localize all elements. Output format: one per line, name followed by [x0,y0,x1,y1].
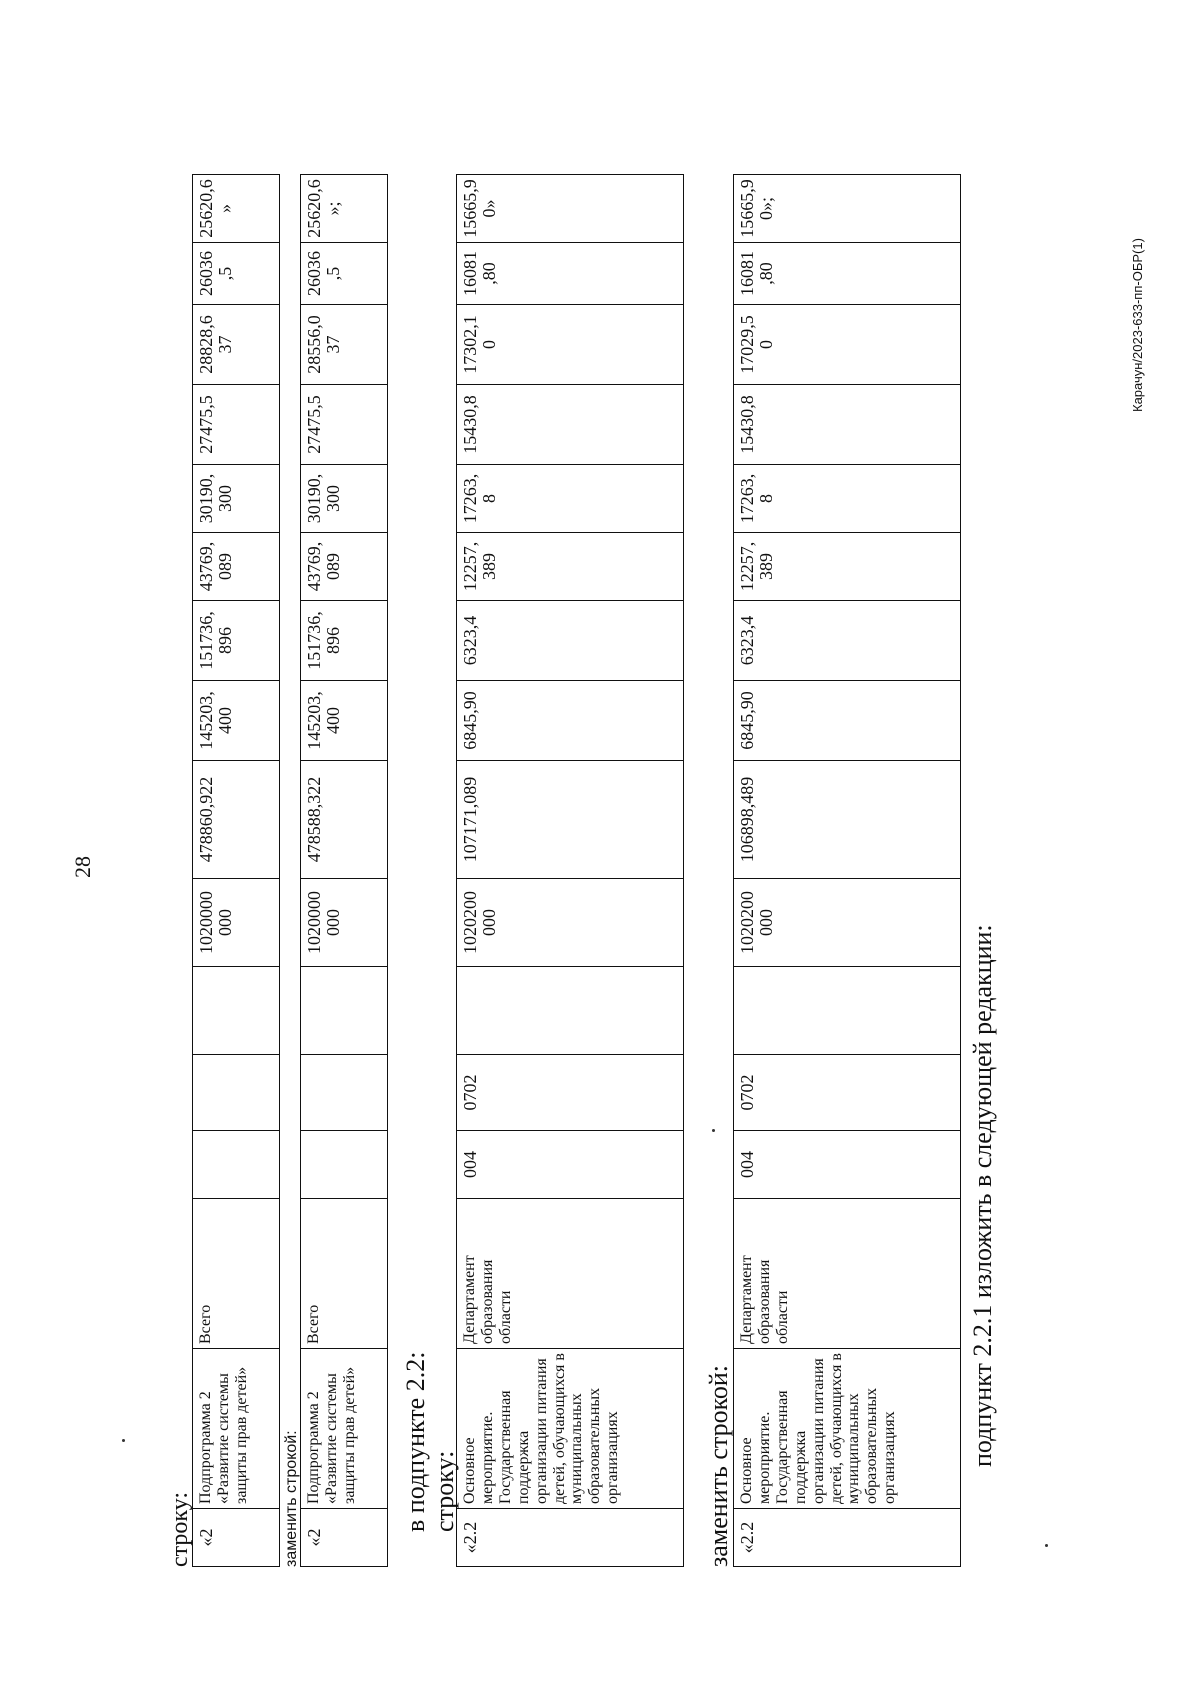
table-cell: 6845,90 [457,681,684,761]
table-cell: «2.2 [457,1509,684,1567]
table-cell: Департамент образования области [734,1199,961,1349]
table-cell: 1020200 000 [734,879,961,967]
table-cell: 145203, 400 [301,681,388,761]
table-cell [457,967,684,1055]
caption-replace-label: заменить строкой: [704,1364,733,1567]
table-cell: 17029,5 0 [734,305,961,385]
scan-speck [712,1129,715,1132]
table-cell [301,1131,388,1199]
caption-row-label: строку: [430,1450,459,1532]
table-cell: 106898,489 [734,761,961,879]
caption-row-label: строку: [167,1491,193,1567]
table-cell: 27475,5 [193,385,280,465]
table-cell: 17263, 8 [457,465,684,533]
table-cell: Департамент образования области [457,1199,684,1349]
table-row-after-subprogram-2 [300,174,388,1567]
table-cell [193,1131,280,1199]
table-cell: 12257, 389 [734,533,961,601]
document-code: Карачун/2023-633-пп-ОБР(1) [1130,238,1145,412]
page-number: 28 [70,856,95,878]
table-cell: 28556,0 37 [301,305,388,385]
caption-replace-label: заменить строкой: [283,1430,300,1567]
table-cell: 26036 ,5 [301,243,388,305]
table-cell: 1020200 000 [457,879,684,967]
table-cell: 12257, 389 [457,533,684,601]
table-cell: 107171,089 [457,761,684,879]
table-cell: 004 [457,1131,684,1199]
table-cell: Подпрограмма 2 «Развитие системы защиты прав детей» [301,1349,388,1509]
table-cell: 16081 ,80 [457,243,684,305]
table-cell: 151736, 896 [193,601,280,681]
table-row [193,175,280,1567]
table-cell [734,967,961,1055]
table-row [301,175,388,1567]
table-row-before-2-2 [456,174,684,1567]
table-cell: 30190, 300 [301,465,388,533]
table-cell: «2 [301,1509,388,1567]
caption-subpoint-2-2: в подпункте 2.2: [401,1351,430,1532]
table-cell: 16081 ,80 [734,243,961,305]
table-cell: 25620,6 » [193,175,280,243]
caption-subpoint-2-2-1: подпункт 2.2.1 изложить в следующей редакции: [968,924,997,1467]
table-row [457,175,684,1567]
table-cell: 43769, 089 [193,533,280,601]
table-cell: 15665,9 0»; [734,175,961,243]
table-cell: 27475,5 [301,385,388,465]
table-cell: 151736, 896 [301,601,388,681]
table-cell: 145203, 400 [193,681,280,761]
table-cell: «2 [193,1509,280,1567]
table-cell [193,967,280,1055]
table-cell: 478860,922 [193,761,280,879]
table-row [734,175,961,1567]
table-cell: Основное мероприятие. Государственная поддержка организации питания детей, обучающихся в муниципальных образовательных организациях [734,1349,961,1509]
table-cell: 28828,6 37 [193,305,280,385]
table-cell: 478588,322 [301,761,388,879]
table-cell: 15430,8 [457,385,684,465]
table-cell: 17302,1 0 [457,305,684,385]
table-row-before-subprogram-2 [192,174,280,1567]
table-cell: 26036 ,5 [193,243,280,305]
table-cell: 004 [734,1131,961,1199]
table-cell: 15665,9 0» [457,175,684,243]
table-cell: 0702 [734,1055,961,1131]
table-cell [301,1055,388,1131]
table-cell: 6845,90 [734,681,961,761]
table-cell: 25620,6 »; [301,175,388,243]
table-cell: Подпрограмма 2 «Развитие системы защиты прав детей» [193,1349,280,1509]
table-cell: 1020000 000 [193,879,280,967]
table-cell: «2.2 [734,1509,961,1567]
table-cell: Всего [301,1199,388,1349]
table-cell: 1020000 000 [301,879,388,967]
table-cell: 6323,4 [457,601,684,681]
scan-speck [122,1439,125,1442]
table-cell: 15430,8 [734,385,961,465]
table-cell: 0702 [457,1055,684,1131]
scan-speck [1045,1544,1048,1547]
table-cell [301,967,388,1055]
table-cell: Всего [193,1199,280,1349]
table-cell: 30190, 300 [193,465,280,533]
table-cell: 6323,4 [734,601,961,681]
table-cell: 17263, 8 [734,465,961,533]
table-cell: Основное мероприятие. Государственная поддержка организации питания детей, обучающихся в муниципальных образовательных организациях [457,1349,684,1509]
table-cell: 43769, 089 [301,533,388,601]
table-row-after-2-2 [733,174,961,1567]
table-cell [193,1055,280,1131]
